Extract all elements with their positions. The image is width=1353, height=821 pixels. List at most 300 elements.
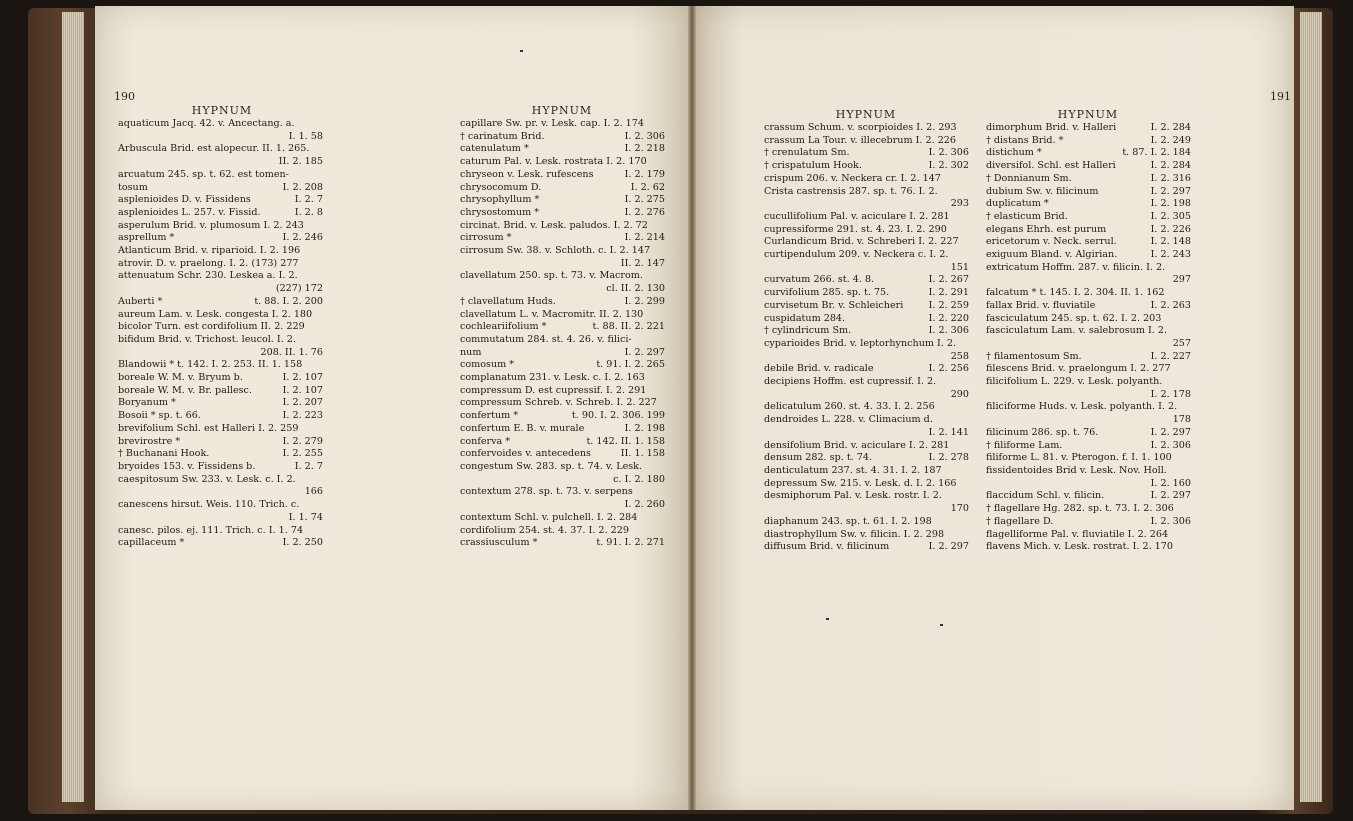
entry-text: canescens hirsut. Weis. 110. Trich. c.: [118, 499, 300, 511]
entry-reference: I. 2. 250: [282, 537, 323, 549]
running-head: HYPNUM: [191, 104, 253, 117]
index-entry: [460, 372, 665, 385]
entry-reference: I. 2. 223: [282, 410, 323, 422]
entry-text: fissidentoides Brid v. Lesk. Nov. Holl.: [986, 464, 1167, 476]
index-entry: [764, 236, 969, 249]
entry-reference: I. 2. 214: [624, 232, 665, 244]
index-entry: [460, 385, 665, 398]
entry-reference: I. 2. 62: [630, 181, 665, 193]
index-entry: [460, 232, 665, 245]
entry-text: boreale W. M. v. Bryum b.: [118, 372, 243, 384]
index-entry: [764, 300, 969, 313]
index-entry: [986, 325, 1191, 338]
entry-text: diastrophyllum Sw. v. filicin. I. 2. 298: [764, 528, 945, 540]
index-entry: [460, 448, 665, 461]
entry-text: curvisetum Br. v. Schleicheri: [764, 299, 904, 311]
entry-text: congestum Sw. 283. sp. t. 74. v. Lesk.: [460, 460, 643, 472]
entry-text: Boryanum *: [118, 397, 176, 409]
entry-text: † flagellare Hg. 282. sp. t. 73. I. 2. 306: [986, 503, 1174, 515]
index-entry: [460, 410, 665, 423]
entry-reference: I. 2. 7: [294, 194, 323, 206]
entry-reference: I. 2. 306: [928, 147, 969, 159]
entry-reference: I. 2. 208: [282, 181, 323, 193]
entry-text: diffusum Brid. v. filicinum: [764, 541, 890, 553]
entry-text: confertum *: [460, 410, 519, 422]
index-entry: [986, 376, 1191, 389]
entry-reference: I. 2. 8: [294, 206, 323, 218]
entry-text: chrysostomum *: [460, 206, 540, 218]
entry-reference: I. 2. 243: [1150, 249, 1191, 261]
index-entry: [460, 474, 665, 487]
index-entry: [460, 194, 665, 207]
entry-text: † filamentosum Sm.: [986, 350, 1082, 362]
index-entry: [986, 541, 1191, 554]
entry-text: boreale W. M. v. Br. pallesc.: [118, 384, 252, 396]
entry-text: Bosoii * sp. t. 66.: [118, 410, 201, 422]
index-entry: [764, 186, 969, 199]
entry-text: cyparioides Brid. v. leptorhynchum I. 2.: [764, 337, 957, 349]
entry-reference: I. 2. 306: [624, 130, 665, 142]
index-entry: [118, 512, 323, 525]
entry-reference: t. 87. I. 2. 184: [1122, 147, 1191, 159]
index-entry: [460, 423, 665, 436]
index-entry: [118, 258, 323, 271]
index-entry: [764, 262, 969, 275]
entry-text: filiforme L. 81. v. Pterogon. f. I. 1. 100: [986, 452, 1172, 464]
index-entry: [118, 334, 323, 347]
entry-reference: I. 2. 259: [928, 299, 969, 311]
index-entry: [460, 309, 665, 322]
entry-text: catenulatum *: [460, 143, 529, 155]
index-entry: [986, 465, 1191, 478]
index-entry: [118, 296, 323, 309]
entry-text: desmiphorum Pal. v. Lesk. rostr. I. 2.: [764, 490, 942, 502]
entry-text: cirrosum *: [460, 232, 512, 244]
entry-reference: cl. II. 2. 130: [606, 283, 665, 295]
entry-text: capillare Sw. pr. v. Lesk. cap. I. 2. 174: [460, 118, 644, 129]
entry-reference: t. 142. II. 1. 158: [586, 435, 665, 447]
index-entry: [764, 452, 969, 465]
entry-text: † carinatum Brid.: [460, 130, 545, 142]
index-entry: [986, 363, 1191, 376]
index-entry: [118, 182, 323, 195]
index-entry: [764, 224, 969, 237]
entry-text: contextum 278. sp. t. 73. v. serpens: [460, 486, 633, 498]
index-entry: [764, 147, 969, 160]
index-entry: [986, 274, 1191, 287]
entry-text: Blandowii * t. 142. I. 2. 253. II. 1. 158: [118, 359, 303, 371]
entry-text: capillaceum *: [118, 537, 185, 549]
entry-reference: I. 1. 74: [288, 511, 323, 523]
entry-reference: I. 2. 306: [928, 325, 969, 337]
entry-text: cordifolium 254. st. 4. 37. I. 2. 229: [460, 524, 629, 536]
index-entry: [460, 334, 665, 347]
entry-text: filicinum 286. sp. t. 76.: [986, 426, 1099, 438]
entry-text: curtipendulum 209. v. Neckera c. I. 2.: [764, 249, 949, 261]
index-entry: [118, 448, 323, 461]
index-entry: [764, 135, 969, 148]
index-entry: [460, 461, 665, 474]
index-entry: [986, 160, 1191, 173]
index-entry: [460, 258, 665, 271]
entry-reference: I. 2. 297: [1150, 426, 1191, 438]
entry-reference: I. 2. 198: [624, 422, 665, 434]
entry-text: ericetorum v. Neck. serrul.: [986, 236, 1117, 248]
index-entry: [118, 486, 323, 499]
entry-text: † cylindricum Sm.: [764, 325, 852, 337]
entry-text: distichum *: [986, 147, 1042, 159]
index-entry: [118, 347, 323, 360]
entry-text: bicolor Turn. est cordifolium II. 2. 229: [118, 321, 305, 333]
index-entry: [460, 156, 665, 169]
entry-text: contextum Schl. v. pulchell. I. 2. 284: [460, 511, 638, 523]
index-entry: [986, 186, 1191, 199]
index-column-left-2: [460, 118, 665, 550]
running-head: HYPNUM: [531, 104, 593, 117]
entry-text: fasciculatum Lam. v. salebrosum I. 2.: [986, 325, 1168, 337]
right-page-edges: [1300, 12, 1322, 802]
entry-text: confervoides v. antecedens: [460, 448, 591, 460]
index-entry: [986, 224, 1191, 237]
entry-reference: I. 2. 160: [1150, 477, 1191, 489]
index-entry: [986, 249, 1191, 262]
entry-text: falcatum * t. 145. I. 2. 304. II. 1. 162: [986, 287, 1165, 299]
entry-text: depressum Sw. 215. v. Lesk. d. I. 2. 166: [764, 477, 957, 489]
entry-reference: I. 2. 302: [928, 160, 969, 172]
entry-text: curvifolium 285. sp. t. 75.: [764, 287, 890, 299]
index-entry: [986, 287, 1191, 300]
index-entry: [764, 529, 969, 542]
ink-mark: [940, 624, 943, 626]
entry-text: flagelliforme Pal. v. fluviatile I. 2. 264: [986, 528, 1169, 540]
index-entry: [986, 173, 1191, 186]
index-entry: [118, 372, 323, 385]
index-entry: [764, 440, 969, 453]
entry-reference: I. 2. 297: [928, 541, 969, 553]
index-entry: [118, 207, 323, 220]
entry-text: caespitosum Sw. 233. v. Lesk. c. I. 2.: [118, 473, 296, 485]
entry-text: asplenioides L. 257. v. Fissid.: [118, 206, 261, 218]
entry-text: dendroides L. 228. v. Climacium d.: [764, 414, 933, 426]
index-entry: [986, 338, 1191, 351]
index-entry: [986, 452, 1191, 465]
index-entry: [764, 338, 969, 351]
entry-text: filiciforme Huds. v. Lesk. polyanth. I. 2.: [986, 401, 1178, 413]
running-head: HYPNUM: [1057, 108, 1119, 121]
entry-text: crassum La Tour. v. illecebrum I. 2. 226: [764, 134, 956, 146]
entry-reference: I. 2. 279: [282, 435, 323, 447]
index-entry: [986, 313, 1191, 326]
index-entry: [460, 118, 665, 131]
entry-reference: 178: [1172, 414, 1191, 426]
entry-text: † Donnianum Sm.: [986, 172, 1072, 184]
entry-text: duplicatum *: [986, 198, 1049, 210]
entry-reference: II. 1. 158: [620, 448, 665, 460]
index-entry: [118, 232, 323, 245]
entry-text: Arbuscula Brid. est alopecur. II. 1. 265.: [118, 143, 310, 155]
index-entry: [460, 347, 665, 360]
index-entry: [986, 478, 1191, 491]
index-entry: [764, 325, 969, 338]
index-entry: [118, 283, 323, 296]
entry-reference: I. 1. 58: [288, 130, 323, 142]
index-entry: [986, 211, 1191, 224]
entry-reference: I. 2. 306: [1150, 515, 1191, 527]
index-entry: [764, 427, 969, 440]
entry-reference: I. 2. 246: [282, 232, 323, 244]
entry-text: clavellatum 250. sp. t. 73. v. Macrom.: [460, 270, 643, 282]
index-entry: [118, 143, 323, 156]
index-entry: [764, 490, 969, 503]
entry-reference: I. 2. 107: [282, 372, 323, 384]
entry-text: exiguum Bland. v. Algirian.: [986, 249, 1118, 261]
index-entry: [764, 313, 969, 326]
entry-text: elegans Ehrh. est purum: [986, 223, 1107, 235]
index-entry: [986, 503, 1191, 516]
index-entry: [986, 490, 1191, 503]
entry-text: cupressiforme 291. st. 4. 23. I. 2. 290: [764, 223, 947, 235]
index-entry: [986, 414, 1191, 427]
index-entry: [764, 363, 969, 376]
index-entry: [764, 287, 969, 300]
index-entry: [460, 537, 665, 550]
index-entry: [764, 401, 969, 414]
entry-text: † crispatulum Hook.: [764, 160, 862, 172]
index-entry: [764, 173, 969, 186]
entry-text: curvatum 266. st. 4. 8.: [764, 274, 875, 286]
index-entry: [764, 122, 969, 135]
index-entry: [460, 245, 665, 258]
index-entry: [460, 143, 665, 156]
entry-text: asplenioides D. v. Fissidens: [118, 194, 251, 206]
entry-text: † crenulatum Sm.: [764, 147, 850, 159]
entry-text: † Buchanani Hook.: [118, 448, 210, 460]
index-entry: [460, 283, 665, 296]
entry-text: attenuatum Schr. 230. Leskea a. I. 2.: [118, 270, 298, 282]
index-entry: [118, 169, 323, 182]
index-entry: [118, 397, 323, 410]
index-entry: [460, 397, 665, 410]
entry-text: fasciculatum 245. sp. t. 62. I. 2. 203: [986, 312, 1162, 324]
entry-reference: I. 2. 7: [294, 460, 323, 472]
entry-reference: 293: [950, 198, 969, 210]
entry-reference: I. 2. 218: [624, 143, 665, 155]
entry-reference: c. I. 2. 180: [613, 473, 665, 485]
index-entry: [118, 309, 323, 322]
index-entry: [986, 135, 1191, 148]
entry-reference: I. 2. 256: [928, 363, 969, 375]
index-entry: [460, 182, 665, 195]
entry-text: crassum Schum. v. scorpioides I. 2. 293: [764, 122, 957, 133]
entry-reference: I. 2. 263: [1150, 299, 1191, 311]
entry-reference: 151: [950, 261, 969, 273]
index-entry: [764, 465, 969, 478]
entry-reference: I. 2. 249: [1150, 134, 1191, 146]
index-entry: [118, 423, 323, 436]
index-entry: [764, 414, 969, 427]
entry-text: cucullifolium Pal. v. aciculare I. 2. 281: [764, 210, 950, 222]
index-entry: [986, 147, 1191, 160]
index-entry: [118, 385, 323, 398]
entry-reference: I. 2. 284: [1150, 122, 1191, 133]
entry-reference: 208. II. 1. 76: [260, 346, 323, 358]
entry-reference: I. 2. 198: [1150, 198, 1191, 210]
index-entry: [986, 236, 1191, 249]
index-entry: [764, 516, 969, 529]
entry-text: aureum Lam. v. Lesk. congesta I. 2. 180: [118, 308, 313, 320]
index-entry: [986, 401, 1191, 414]
index-entry: [118, 220, 323, 233]
entry-reference: I. 2. 297: [624, 346, 665, 358]
index-entry: [986, 440, 1191, 453]
index-entry: [460, 321, 665, 334]
index-entry: [986, 389, 1191, 402]
index-entry: [118, 474, 323, 487]
entry-text: diaphanum 243. sp. t. 61. I. 2. 198: [764, 515, 932, 527]
index-entry: [118, 410, 323, 423]
entry-text: † clavellatum Huds.: [460, 295, 556, 307]
entry-text: densum 282. sp. t. 74.: [764, 452, 873, 464]
entry-reference: I. 2. 306: [1150, 439, 1191, 451]
index-entry: [460, 131, 665, 144]
index-entry: [118, 436, 323, 449]
entry-reference: I. 2. 226: [1150, 223, 1191, 235]
index-entry: [986, 351, 1191, 364]
entry-text: complanatum 231. v. Lesk. c. I. 2. 163: [460, 372, 645, 384]
index-entry: [986, 529, 1191, 542]
index-entry: [118, 156, 323, 169]
index-entry: [764, 351, 969, 364]
index-entry: [764, 389, 969, 402]
index-entry: [460, 359, 665, 372]
entry-text: debile Brid. v. radicale: [764, 363, 874, 375]
entry-text: cuspidatum 284.: [764, 312, 846, 324]
index-entry: [118, 359, 323, 372]
entry-reference: I. 2. 255: [282, 448, 323, 460]
entry-text: flavens Mich. v. Lesk. rostrat. I. 2. 170: [986, 541, 1173, 553]
entry-reference: II. 2. 147: [620, 257, 665, 269]
entry-reference: I. 2. 299: [624, 295, 665, 307]
entry-text: commutatum 284. st. 4. 26. v. filici-: [460, 333, 632, 345]
index-entry: [118, 270, 323, 283]
entry-reference: 170: [950, 503, 969, 515]
entry-reference: I. 2. 227: [1150, 350, 1191, 362]
running-head: HYPNUM: [835, 108, 897, 121]
entry-text: † elasticum Brid.: [986, 210, 1068, 222]
entry-reference: I. 2. 178: [1150, 388, 1191, 400]
entry-reference: I. 2. 148: [1150, 236, 1191, 248]
entry-text: † distans Brid. *: [986, 134, 1064, 146]
entry-text: crispum 206. v. Neckera cr. I. 2. 147: [764, 172, 941, 184]
entry-reference: t. 88. I. 2. 200: [254, 295, 323, 307]
index-entry: [764, 376, 969, 389]
entry-text: cirrosum Sw. 38. v. Schloth. c. I. 2. 147: [460, 245, 651, 257]
entry-reference: I. 2. 297: [1150, 185, 1191, 197]
entry-text: canesc. pilos. ej. 111. Trich. c. I. 1. 74: [118, 524, 304, 536]
entry-text: denticulatum 237. st. 4. 31. I. 2. 187: [764, 464, 942, 476]
entry-text: † filiforme Lam.: [986, 439, 1063, 451]
entry-reference: 297: [1172, 274, 1191, 286]
index-entry: [986, 198, 1191, 211]
index-entry: [986, 262, 1191, 275]
entry-text: † flagellare D.: [986, 515, 1054, 527]
entry-reference: 166: [304, 486, 323, 498]
entry-reference: (227) 172: [275, 283, 323, 295]
index-entry: [986, 300, 1191, 313]
entry-text: crassiusculum *: [460, 537, 538, 549]
index-entry: [460, 207, 665, 220]
entry-text: cochleariifolium *: [460, 321, 547, 333]
entry-text: filescens Brid. v. praelongum I. 2. 277: [986, 363, 1171, 375]
entry-reference: I. 2. 284: [1150, 160, 1191, 172]
index-entry: [118, 194, 323, 207]
entry-text: atrovir. D. v. praelong. I. 2. (173) 277: [118, 257, 299, 269]
entry-reference: t. 88. II. 2. 221: [592, 321, 665, 333]
index-entry: [460, 512, 665, 525]
entry-text: brevifolium Schl. est Halleri I. 2. 259: [118, 422, 299, 434]
index-entry: [118, 499, 323, 512]
entry-text: flaccidum Schl. v. filicin.: [986, 490, 1105, 502]
entry-reference: I. 2. 316: [1150, 172, 1191, 184]
entry-text: conferva *: [460, 435, 511, 447]
entry-text: circinat. Brid. v. Lesk. paludos. I. 2. 72: [460, 219, 648, 231]
entry-text: bifidum Brid. v. Trichost. leucol. I. 2.: [118, 333, 296, 345]
entry-reference: 290: [950, 388, 969, 400]
index-entry: [118, 245, 323, 258]
index-entry: [764, 478, 969, 491]
index-entry: [764, 211, 969, 224]
entry-reference: I. 2. 278: [928, 452, 969, 464]
entry-text: Auberti *: [118, 295, 163, 307]
entry-reference: I. 2. 179: [624, 168, 665, 180]
entry-reference: I. 2. 305: [1150, 210, 1191, 222]
ink-mark: [520, 50, 523, 52]
entry-text: tosum: [118, 181, 148, 193]
index-entry: [118, 118, 323, 131]
entry-reference: t. 91. I. 2. 271: [596, 537, 665, 549]
page-number-right: 191: [1270, 90, 1291, 103]
entry-text: delicatulum 260. st. 4. 33. I. 2. 256: [764, 401, 935, 413]
entry-reference: I. 2. 275: [624, 194, 665, 206]
entry-text: Curlandicum Brid. v. Schreberi I. 2. 227: [764, 236, 959, 248]
index-entry: [986, 427, 1191, 440]
entry-text: asperulum Brid. v. plumosum I. 2. 243: [118, 219, 304, 231]
entry-text: arcuatum 245. sp. t. 62. est tomen-: [118, 168, 289, 180]
entry-text: compressum D. est cupressif. I. 2. 291: [460, 384, 647, 396]
entry-reference: I. 2. 220: [928, 312, 969, 324]
left-page-edges: [62, 12, 84, 802]
index-entry: [460, 486, 665, 499]
index-entry: [986, 516, 1191, 529]
index-entry: [460, 499, 665, 512]
entry-text: diversifol. Schl. est Halleri: [986, 160, 1116, 172]
index-entry: [460, 270, 665, 283]
index-entry: [118, 321, 323, 334]
entry-text: Crista castrensis 287. sp. t. 76. I. 2.: [764, 185, 938, 197]
index-entry: [460, 220, 665, 233]
index-column-left-1: [118, 118, 323, 550]
index-entry: [764, 198, 969, 211]
entry-text: Atlanticum Brid. v. riparioid. I. 2. 196: [118, 245, 301, 257]
entry-reference: II. 2. 185: [278, 156, 323, 168]
index-entry: [764, 249, 969, 262]
entry-text: comosum *: [460, 359, 515, 371]
entry-text: extricatum Hoffm. 287. v. filicin. I. 2.: [986, 261, 1166, 273]
entry-reference: I. 2. 207: [282, 397, 323, 409]
index-entry: [118, 537, 323, 550]
entry-reference: 257: [1172, 337, 1191, 349]
entry-text: decipiens Hoffm. est cupressif. I. 2.: [764, 376, 937, 388]
